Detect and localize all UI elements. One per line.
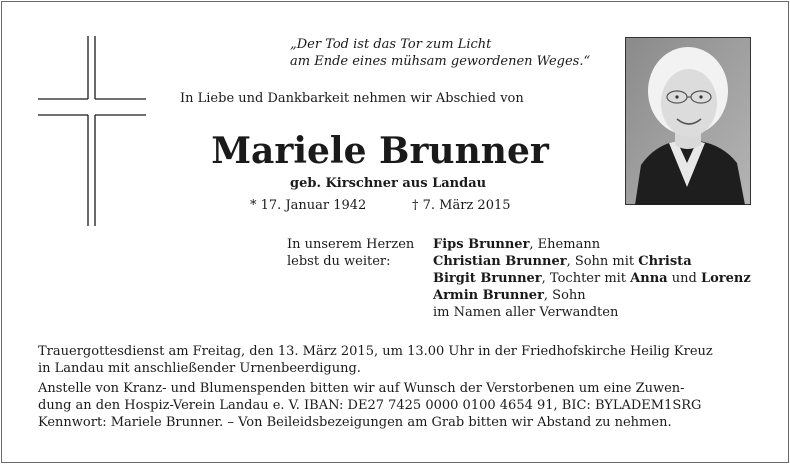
remembrance-line-1: In unserem Herzen [287, 237, 415, 252]
quote [290, 36, 590, 70]
intro-text: In Liebe und Dankbarkeit nehmen wir Abschied von [180, 91, 524, 106]
quote-line-1: „Der Tod ist das Tor zum Licht [290, 37, 492, 52]
service-line-2: in Landau mit anschließender Urnenbeerdigung. [38, 361, 361, 376]
family-member: Christian Brunner, Sohn mit Christa [433, 254, 692, 269]
family-member: Fips Brunner, Ehemann [433, 237, 601, 252]
service-line-1: Trauergottesdienst am Freitag, den 13. März 2015, um 13.00 Uhr in der Friedhofskirche Heilig Kreuz [38, 344, 713, 359]
quote-line-2: am Ende eines mühsam gewordenen Weges.“ [290, 54, 591, 69]
birth-name: geb. Kirschner aus Landau [290, 176, 487, 191]
remembrance-text [287, 236, 414, 270]
deceased-name-text: Mariele Brunner [211, 130, 549, 172]
donation-line-3: Kennwort: Mariele Brunner. – Von Beileidsbezeigungen am Grab bitten wir Abstand zu nehmen. [38, 415, 672, 430]
death-date: † 7. März 2015 [412, 198, 511, 213]
donation-line-2: dung an den Hospiz-Verein Landau e. V. IBAN: DE27 7425 0000 0100 4654 91, BIC: BYLADEM1SRG [38, 398, 702, 413]
donation-line-1: Anstelle von Kranz- und Blumenspenden bitten wir auf Wunsch der Verstorbenen um eine Zuwen- [38, 381, 685, 396]
family-member: Birgit Brunner, Tochter mit Anna und Lorenz [433, 271, 751, 286]
birth-date: * 17. Januar 1942 [250, 198, 367, 213]
remembrance-line-2: lebst du weiter: [287, 254, 391, 269]
family-note: im Namen aller Verwandten [433, 305, 619, 320]
service-info [38, 343, 752, 431]
family-member: Armin Brunner, Sohn [433, 288, 586, 303]
portrait-photo [625, 37, 751, 205]
family-list [433, 236, 751, 321]
